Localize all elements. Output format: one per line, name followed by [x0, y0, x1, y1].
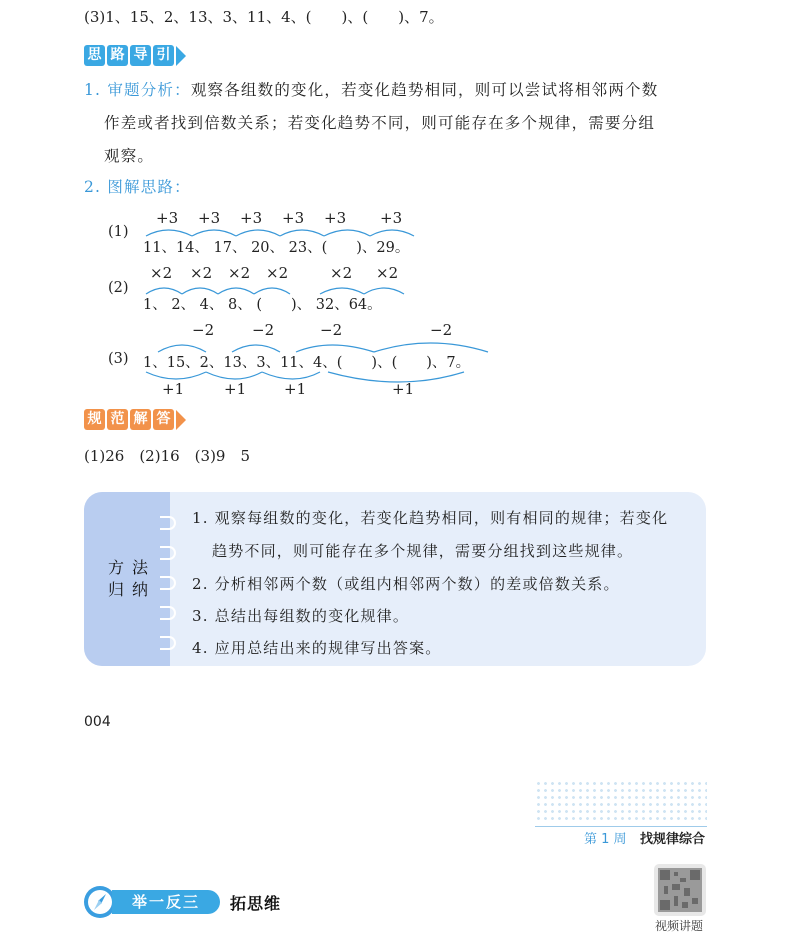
- answer-tag-char: 解: [130, 409, 151, 430]
- arc-seq3-bottom: [262, 372, 320, 379]
- seq1-text: 11、14、 17、 20、 23、( )、29。: [143, 240, 410, 256]
- banner-label: 举一反三: [112, 890, 220, 914]
- analysis-text-1: 观察各组数的变化，若变化趋势相同，则可以尝试将相邻两个数: [190, 81, 659, 99]
- analysis-line-3: 观察。: [104, 147, 155, 165]
- seq1-op: +3: [198, 209, 221, 227]
- analysis-line-2: 作差或者找到倍数关系；若变化趋势不同，则可能存在多个规律，需要分组: [104, 114, 656, 132]
- guide-tag-char: 路: [107, 45, 128, 66]
- seq2-op: ×2: [150, 264, 173, 282]
- method-item-4: 4. 应用总结出来的规律写出答案。: [192, 639, 442, 657]
- analysis-label: 1. 审题分析：: [84, 81, 191, 99]
- guide-tag-char: 导: [130, 45, 151, 66]
- seq3-op-top: −2: [252, 321, 275, 339]
- qr-code-icon[interactable]: [654, 864, 706, 916]
- seq2-op: ×2: [376, 264, 399, 282]
- seq1-op: +3: [380, 209, 403, 227]
- method-title-line: 方法: [107, 558, 156, 577]
- tag-arrow-icon: [176, 410, 186, 430]
- seq2-text: 1、 2、 4、 8、 ( )、 32、64。: [143, 297, 382, 313]
- seq3-text: 1、15、2、13、3、11、4、( )、( )、7。: [143, 355, 471, 371]
- qr-label: 视频讲题: [655, 919, 704, 933]
- method-title-line: 归纳: [107, 580, 156, 599]
- answer-section-tag: [84, 409, 186, 433]
- method-title: [96, 557, 162, 603]
- page-number: 004: [84, 714, 111, 730]
- guide-tag-char: 引: [153, 45, 174, 66]
- method-item-1b: 趋势不同，则可能存在多个规律，需要分组找到这些规律。: [212, 542, 634, 560]
- seq3-op-top: −2: [320, 321, 343, 339]
- method-item-2: 2. 分析相邻两个数（或组内相邻两个数）的差或倍数关系。: [192, 575, 620, 593]
- seq2-op: ×2: [190, 264, 213, 282]
- seq3-op-bottom: +1: [392, 380, 415, 398]
- seq3-op-bottom: +1: [284, 380, 307, 398]
- method-item-1a: 1. 观察每组数的变化，若变化趋势相同，则有相同的规律；若变化: [192, 509, 669, 527]
- topic-label: 找规律综合: [640, 832, 706, 847]
- seq1-label: (1): [108, 224, 129, 240]
- answers-text: (1)26 (2)16 (3)9 5: [84, 447, 251, 465]
- guide-tag-char: 思: [84, 45, 105, 66]
- seq1-op: +3: [282, 209, 305, 227]
- banner-subtitle: 拓思维: [230, 894, 282, 913]
- week-label: 第 1 周: [584, 832, 627, 847]
- diagram-label: 2. 图解思路：: [84, 178, 191, 196]
- binder-ring-icon: [160, 516, 176, 530]
- practice-banner: [82, 884, 292, 920]
- seq2-op: ×2: [228, 264, 251, 282]
- question-3-prompt: (3)1、15、2、13、3、11、4、( )、( )、7。: [84, 8, 444, 26]
- seq3-op-top: −2: [192, 321, 215, 339]
- seq1-op: +3: [156, 209, 179, 227]
- dot-pattern-decoration: [535, 780, 707, 820]
- header-divider: [535, 826, 707, 827]
- arc-seq3-bottom: [146, 372, 206, 379]
- seq2-op: ×2: [330, 264, 353, 282]
- binder-ring-icon: [160, 606, 176, 620]
- binder-ring-icon: [160, 576, 176, 590]
- binder-ring-icon: [160, 636, 176, 650]
- seq1-op: +3: [324, 209, 347, 227]
- seq3-op-bottom: +1: [224, 380, 247, 398]
- arc-seq3-bottom: [206, 372, 262, 379]
- seq3-op-bottom: +1: [162, 380, 185, 398]
- binder-ring-icon: [160, 546, 176, 560]
- method-item-3: 3. 总结出每组数的变化规律。: [192, 607, 410, 625]
- seq3-op-top: −2: [430, 321, 453, 339]
- answer-tag-char: 规: [84, 409, 105, 430]
- seq2-label: (2): [108, 280, 129, 296]
- seq3-label: (3): [108, 351, 129, 367]
- seq1-op: +3: [240, 209, 263, 227]
- seq2-op: ×2: [266, 264, 289, 282]
- answer-tag-char: 范: [107, 409, 128, 430]
- answer-tag-char: 答: [153, 409, 174, 430]
